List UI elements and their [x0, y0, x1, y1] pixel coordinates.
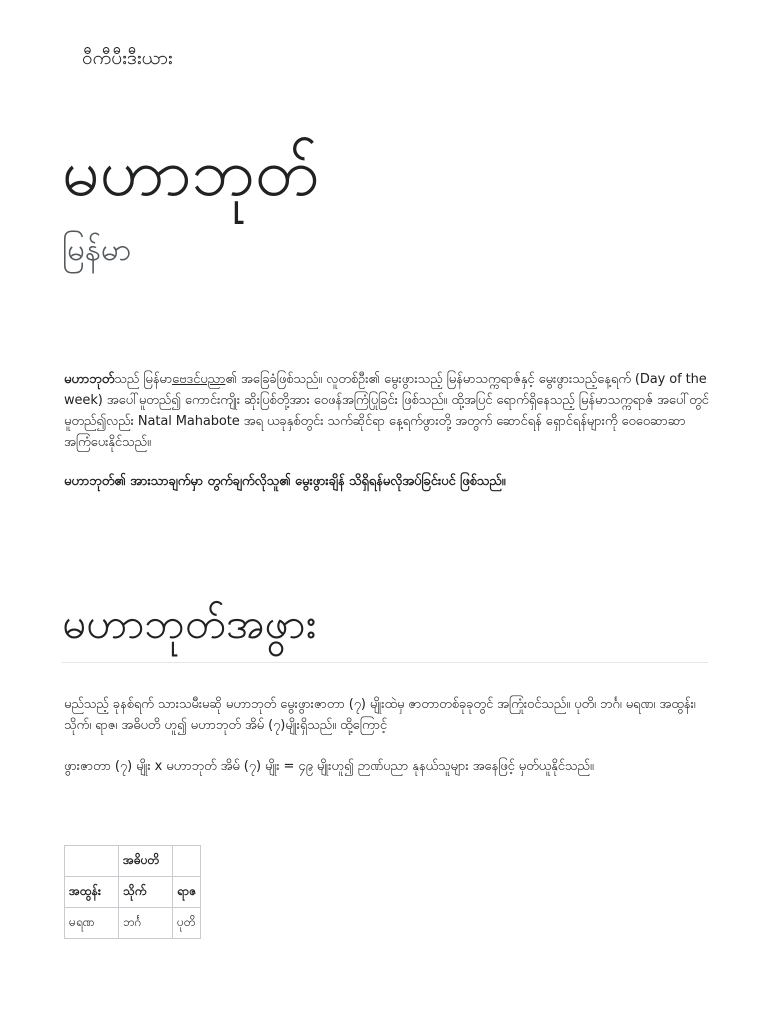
table-cell: မရဏ	[65, 908, 119, 939]
section-heading: မဟာဘုတ်အဖွား	[62, 586, 708, 663]
table-row	[65, 908, 201, 939]
section-body	[64, 694, 712, 777]
table-row	[65, 877, 201, 908]
table-row	[65, 846, 201, 877]
table-cell: ဘင်္ဂ	[119, 908, 173, 939]
site-name-link[interactable]: ဝီကီပီးဒီးယား	[82, 47, 173, 69]
mahabote-table	[64, 845, 201, 939]
intro-text-a: သည် မြန်မာ	[114, 372, 173, 387]
table-cell: အဓိပတိ	[119, 846, 173, 877]
table-cell: ပုတိ	[173, 908, 201, 939]
page-title: မဟာဘုတ်	[62, 134, 320, 211]
site-header	[82, 38, 682, 78]
intro-paragraph	[64, 369, 712, 453]
table-cell	[173, 846, 201, 877]
page-subtitle: မြန်မာ	[62, 232, 132, 268]
intro-term: မဟာဘုတ်	[64, 372, 115, 387]
bedin-link[interactable]: ဗေဒင်ပညာ	[172, 372, 226, 387]
table-cell: အထွန်း	[65, 877, 119, 908]
intro-content	[64, 369, 712, 492]
table-cell: သိုက်	[119, 877, 173, 908]
table-cell	[65, 846, 119, 877]
title-block	[62, 118, 722, 272]
advantage-paragraph	[64, 471, 712, 492]
intro-text-b: ၏ အခြေခံဖြစ်သည်။ လူတစ်ဦး၏ မွေးဖွားသည့် မြန်မာသက္ကရာဇ်နှင့် မွေးဖွားသည့်နေ့ရက် (Day of the week) အပေါ်မူတည်၍ ကောင်းကျိုး ဆိုးပြစ်တို့အား ဝေဖန်အကြံပြုခြင်း ဖြစ်သည်။ ထို့အပြင် ရောက်ရှိနေသည့် မြန်မာသက္ကရာဇ် အပေါ်တွင် မူတည်၍လည်း Natal Mahabote အရ ယခုနှစ်တွင်း သက်ဆိုင်ရာ နေ့ရက်ဖွားတို့ အတွက် ဆောင်ရန် ရှောင်ရန်များကို ဝေဝေဆာဆာ အကြံပေးနိုင်သည်။	[64, 372, 709, 450]
houses-paragraph: မည်သည့် ခုနစ်ရက် သားသမီးမဆို မဟာဘုတ် မွေးဖွားဇာတာ (၇) မျိုးထဲမှ ဇာတာတစ်ခုခုတွင် အကြုံးဝင်သည်။ ပုတိ၊ ဘင်္ဂ၊ မရဏ၊ အထွန်း၊ သိုက်၊ ရာဇ၊ အဓိပတိ ဟူ၍ မဟာဘုတ် အိမ် (၇)မျိုးရှိသည်။ ထို့ကြောင့်	[64, 697, 696, 733]
advantage-text: မဟာဘုတ်၏ အားသာချက်မှာ တွက်ချက်လိုသူ၏ မွေးဖွားချိန် သိရှိရန်မလိုအပ်ခြင်းပင် ဖြစ်သည်။	[64, 474, 506, 489]
table-cell: ရာဇ	[173, 877, 201, 908]
combinations-paragraph: ဖွားဇာတာ (၇) မျိုး x မဟာဘုတ် အိမ် (၇) မျိုး = ၄၉ မျိုးဟူ၍ ဉာဏ်ပညာ နုနယ်သူများ အနေဖြင့် မှတ်ယူနိုင်သည်။	[64, 759, 594, 774]
